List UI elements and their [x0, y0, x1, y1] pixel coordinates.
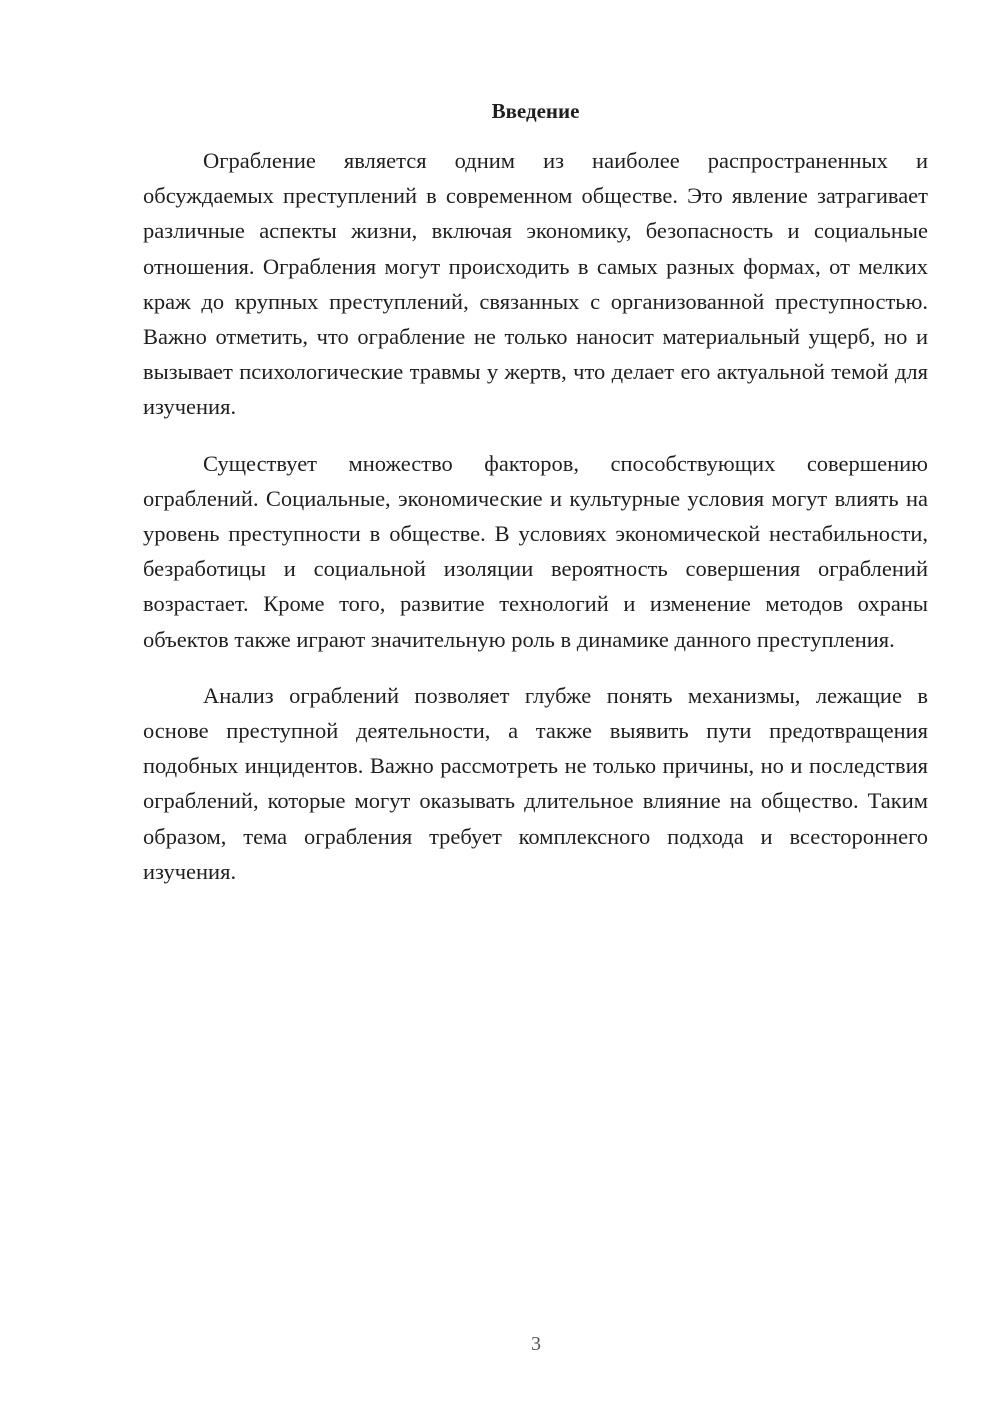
paragraph-2: Существует множество факторов, способствующих совершению ограблений. Социальные, экономические и культурные условия могут влиять на уровень преступности в обществе. В условиях экономической нестабильности, безработицы и социальной изоляции вероятность совершения ограблений возрастает. Кроме того, развитие технологий и изменение методов охраны объектов также играют значительную роль в динамике данного преступления. [143, 450, 928, 652]
page-number: 3 [531, 1333, 541, 1355]
paragraph-1: Ограбление является одним из наиболее распространенных и обсуждаемых преступлений в современном обществе. Это явление затрагивает различные аспекты жизни, включая экономику, безопасность и социальные отношения. Ограбления могут происходить в самых разных формах, от мелких краж до крупных преступлений, связанных с организованной преступностью. Важно отметить, что ограбление не только наносит материальный ущерб, но и вызывает психологические травмы у жертв, что делает его актуальной темой для изучения. [143, 148, 928, 420]
section-title: Введение [491, 99, 580, 123]
paragraph-3: Анализ ограблений позволяет глубже понять механизмы, лежащие в основе преступной деятельности, а также выявить пути предотвращения подобных инцидентов. Важно рассмотреть не только причины, но и последствия ограблений, которые могут оказывать длительное влияние на общество. Таким образом, тема ограбления требует комплексного подхода и всестороннего изучения. [143, 682, 928, 884]
document-body [143, 143, 928, 910]
